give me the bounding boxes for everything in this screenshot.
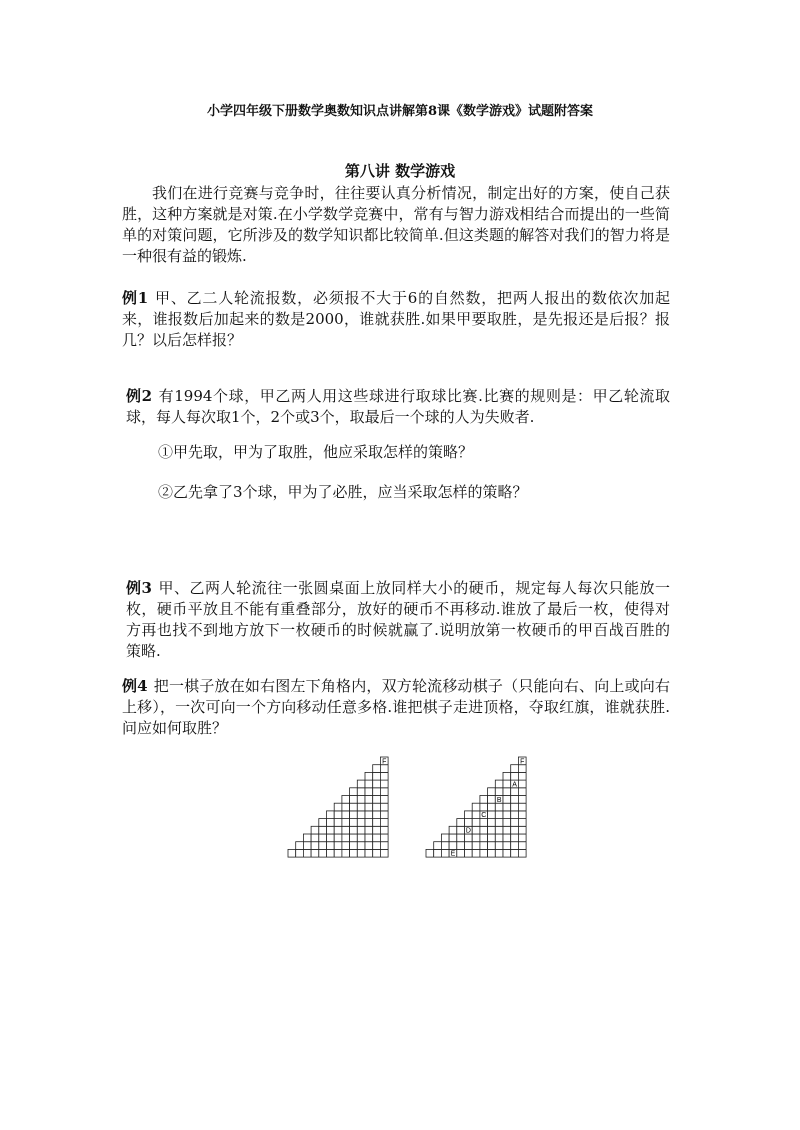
board-cell [342, 796, 350, 804]
board-cell [449, 834, 457, 842]
board-cell [457, 819, 465, 827]
board-cell [503, 811, 511, 819]
board-cell [288, 849, 296, 857]
board-cell [472, 803, 480, 811]
example-2-label: 例2 [126, 387, 153, 405]
board-cell [465, 842, 473, 850]
board-cell [495, 803, 503, 811]
board-cell [319, 819, 327, 827]
board-cell [518, 834, 526, 842]
flag-cell-label: F [520, 758, 525, 766]
cell-label-e: E [450, 850, 456, 858]
board-cell [518, 803, 526, 811]
board-cell [350, 788, 358, 796]
board-cell [373, 811, 381, 819]
board-cell [373, 849, 381, 857]
example-4-label: 例4 [122, 677, 148, 695]
board-cell [365, 796, 373, 804]
board-cell [342, 842, 350, 850]
board-cell [511, 796, 519, 804]
board-cell [365, 780, 373, 788]
board-cell [480, 842, 488, 850]
board-cell [503, 788, 511, 796]
board-cell [380, 811, 388, 819]
board-cell [380, 796, 388, 804]
example-3-label: 例3 [126, 579, 152, 597]
board-cell [365, 834, 373, 842]
board-cell [365, 811, 373, 819]
board-cell [334, 834, 342, 842]
board-cell [488, 826, 496, 834]
board-cell [434, 842, 442, 850]
board-cell [480, 819, 488, 827]
board-cell [457, 849, 465, 857]
board-cell [350, 834, 358, 842]
board-cell [518, 765, 526, 773]
board-cell [365, 819, 373, 827]
board-cell [357, 780, 365, 788]
board-cell [311, 849, 319, 857]
board-cell [342, 803, 350, 811]
board-cell [465, 819, 473, 827]
board-cell [342, 826, 350, 834]
board-cell [334, 849, 342, 857]
board-cell [357, 849, 365, 857]
board-cell [449, 842, 457, 850]
example-4-text: 把一棋子放在如右图左下角格内，双方轮流移动棋子（只能向右、向上或向右上移），一次可向一个方向移动任意多格.谁把棋子走进顶格，夺取红旗，谁就获胜.问应如何取胜？ [122, 677, 670, 737]
board-cell [334, 803, 342, 811]
lesson-title: 第八讲 数学游戏 [344, 162, 456, 180]
board-cell [365, 826, 373, 834]
board-cell [511, 826, 519, 834]
board-cell [334, 826, 342, 834]
board-cell [350, 811, 358, 819]
board-cell [503, 842, 511, 850]
board-cell [511, 765, 519, 773]
board-cell [373, 788, 381, 796]
board-cell [457, 834, 465, 842]
board-cell [373, 780, 381, 788]
board-cell [511, 819, 519, 827]
board-cell [511, 811, 519, 819]
board-cell [472, 826, 480, 834]
staircase-board-left [287, 756, 391, 860]
flag-cell-label: F [382, 758, 387, 766]
board-cell [503, 772, 511, 780]
board-cell [380, 849, 388, 857]
board-cell [511, 849, 519, 857]
intro-paragraph: 我们在进行竞赛与竞争时，往往要认真分析情况，制定出好的方案，使自己获胜，这种方案就是对策.在小学数学竞赛中，常有与智力游戏相结合而提出的一些简单的对策问题，它所涉及的数学知识都比较简单.但这类题的解答对我们的智力将是一种很有益的锻炼. [122, 184, 670, 265]
board-cell [503, 834, 511, 842]
board-cell [457, 842, 465, 850]
board-cell [311, 842, 319, 850]
board-cell [480, 803, 488, 811]
board-cell [319, 834, 327, 842]
board-cell [495, 826, 503, 834]
board-cell [495, 849, 503, 857]
board-cell [327, 842, 335, 850]
board-cell [472, 834, 480, 842]
board-cell [488, 788, 496, 796]
board-cell [495, 819, 503, 827]
board-cell [365, 788, 373, 796]
board-cell [334, 811, 342, 819]
board-cell [350, 826, 358, 834]
board-cell [518, 772, 526, 780]
board-cell [472, 842, 480, 850]
board-cell [495, 788, 503, 796]
board-cell [311, 826, 319, 834]
board-cell [503, 819, 511, 827]
board-cell [357, 826, 365, 834]
board-cell [518, 849, 526, 857]
board-cell [373, 796, 381, 804]
board-cell [334, 842, 342, 850]
board-cell [327, 819, 335, 827]
board-cell [488, 819, 496, 827]
board-cell [380, 834, 388, 842]
board-cell [503, 826, 511, 834]
board-cell [311, 834, 319, 842]
board-cell [472, 811, 480, 819]
staircase-board-right [425, 756, 529, 860]
board-cell [373, 819, 381, 827]
board-cell [373, 834, 381, 842]
board-cell [511, 788, 519, 796]
board-cell [373, 803, 381, 811]
board-cell [342, 811, 350, 819]
document-title: 小学四年级下册数学奥数知识点讲解第8课《数学游戏》试题附答案 [206, 104, 594, 119]
board-cell [488, 842, 496, 850]
example-3 [126, 578, 670, 662]
board-cell [441, 842, 449, 850]
board-cell [488, 796, 496, 804]
board-cell [350, 796, 358, 804]
board-cell [380, 772, 388, 780]
cell-label-b: B [496, 796, 502, 804]
board-cell [303, 834, 311, 842]
board-cell [327, 849, 335, 857]
board-cell [495, 780, 503, 788]
board-cell [518, 780, 526, 788]
board-cell [350, 842, 358, 850]
board-cell [342, 834, 350, 842]
board-cell [511, 772, 519, 780]
board-cell [357, 819, 365, 827]
board-cell [350, 803, 358, 811]
board-cell [365, 849, 373, 857]
board-cell [480, 796, 488, 804]
board-cell [472, 819, 480, 827]
cell-label-c: C [481, 812, 487, 820]
board-cell [373, 826, 381, 834]
example-2-text: 有1994个球，甲乙两人用这些球进行取球比赛.比赛的规则是：甲乙轮流取球，每人每次取1个，2个或3个，取最后一个球的人为失败者. [126, 387, 671, 426]
board-cell [380, 788, 388, 796]
board-cell [488, 849, 496, 857]
board-cell [503, 803, 511, 811]
board-cell [434, 849, 442, 857]
example-1 [122, 288, 670, 351]
board-cell [373, 842, 381, 850]
board-cell [380, 826, 388, 834]
board-cell [518, 788, 526, 796]
board-cell [342, 849, 350, 857]
board-cell [518, 796, 526, 804]
board-cell [365, 803, 373, 811]
board-cell [441, 834, 449, 842]
board-cell [327, 811, 335, 819]
board-cell [357, 834, 365, 842]
board-cell [465, 834, 473, 842]
board-cell [380, 803, 388, 811]
example-1-label: 例1 [122, 289, 149, 307]
board-cell [380, 765, 388, 773]
example-2-question-2: ②乙先拿了3个球，甲为了必胜，应当采取怎样的策略？ [158, 483, 528, 501]
board-cell [334, 819, 342, 827]
board-cell [472, 849, 480, 857]
board-cell [511, 803, 519, 811]
example-2-question-1: ①甲先取，甲为了取胜，他应采取怎样的策略？ [158, 443, 474, 461]
board-cell [365, 842, 373, 850]
board-cell [380, 780, 388, 788]
board-cell [480, 834, 488, 842]
board-cell [503, 796, 511, 804]
cell-label-a: A [512, 781, 517, 789]
board-cell [518, 826, 526, 834]
board-cell [319, 849, 327, 857]
board-cell [511, 842, 519, 850]
board-cell [350, 819, 358, 827]
board-cell [503, 849, 511, 857]
board-cell [380, 842, 388, 850]
board-cell [518, 842, 526, 850]
board-cell [449, 826, 457, 834]
board-cell [488, 803, 496, 811]
board-cell [480, 849, 488, 857]
board-cell [357, 788, 365, 796]
example-3-text: 甲、乙两人轮流往一张圆桌面上放同样大小的硬币，规定每人每次只能放一枚，硬币平放且不能有重叠部分，放好的硬币不再移动.谁放了最后一枚，使得对方再也找不到地方放下一枚硬币的时候就赢了.说明放第一枚硬币的甲百战百胜的策略. [126, 579, 671, 660]
cell-label-d: D [465, 827, 471, 835]
board-cell [327, 834, 335, 842]
board-cell [357, 842, 365, 850]
board-cell [319, 826, 327, 834]
example-4 [122, 676, 670, 739]
board-cell [373, 765, 381, 773]
board-cell [319, 842, 327, 850]
board-cell [426, 849, 434, 857]
board-cell [296, 849, 304, 857]
board-cell [303, 842, 311, 850]
board-cell [373, 772, 381, 780]
board-cell [480, 826, 488, 834]
board-cell [503, 780, 511, 788]
board-cell [357, 811, 365, 819]
board-cell [511, 834, 519, 842]
board-cell [495, 811, 503, 819]
board-cell [441, 849, 449, 857]
board-cell [327, 826, 335, 834]
board-cell [380, 819, 388, 827]
board-cell [465, 849, 473, 857]
example-2 [126, 386, 670, 428]
board-cell [488, 811, 496, 819]
board-cell [518, 819, 526, 827]
board-cell [488, 834, 496, 842]
board-cell [357, 796, 365, 804]
board-cell [350, 849, 358, 857]
board-cell [296, 842, 304, 850]
board-cell [342, 819, 350, 827]
board-cell [303, 849, 311, 857]
board-cell [465, 811, 473, 819]
board-cell [495, 834, 503, 842]
board-cell [495, 842, 503, 850]
board-cell [457, 826, 465, 834]
board-cell [357, 803, 365, 811]
board-cell [365, 772, 373, 780]
board-cell [518, 811, 526, 819]
example-1-text: 甲、乙二人轮流报数，必须报不大于6的自然数，把两人报出的数依次加起来，谁报数后加起来的数是2000，谁就获胜.如果甲要取胜，是先报还是后报？报几？以后怎样报？ [122, 289, 671, 349]
